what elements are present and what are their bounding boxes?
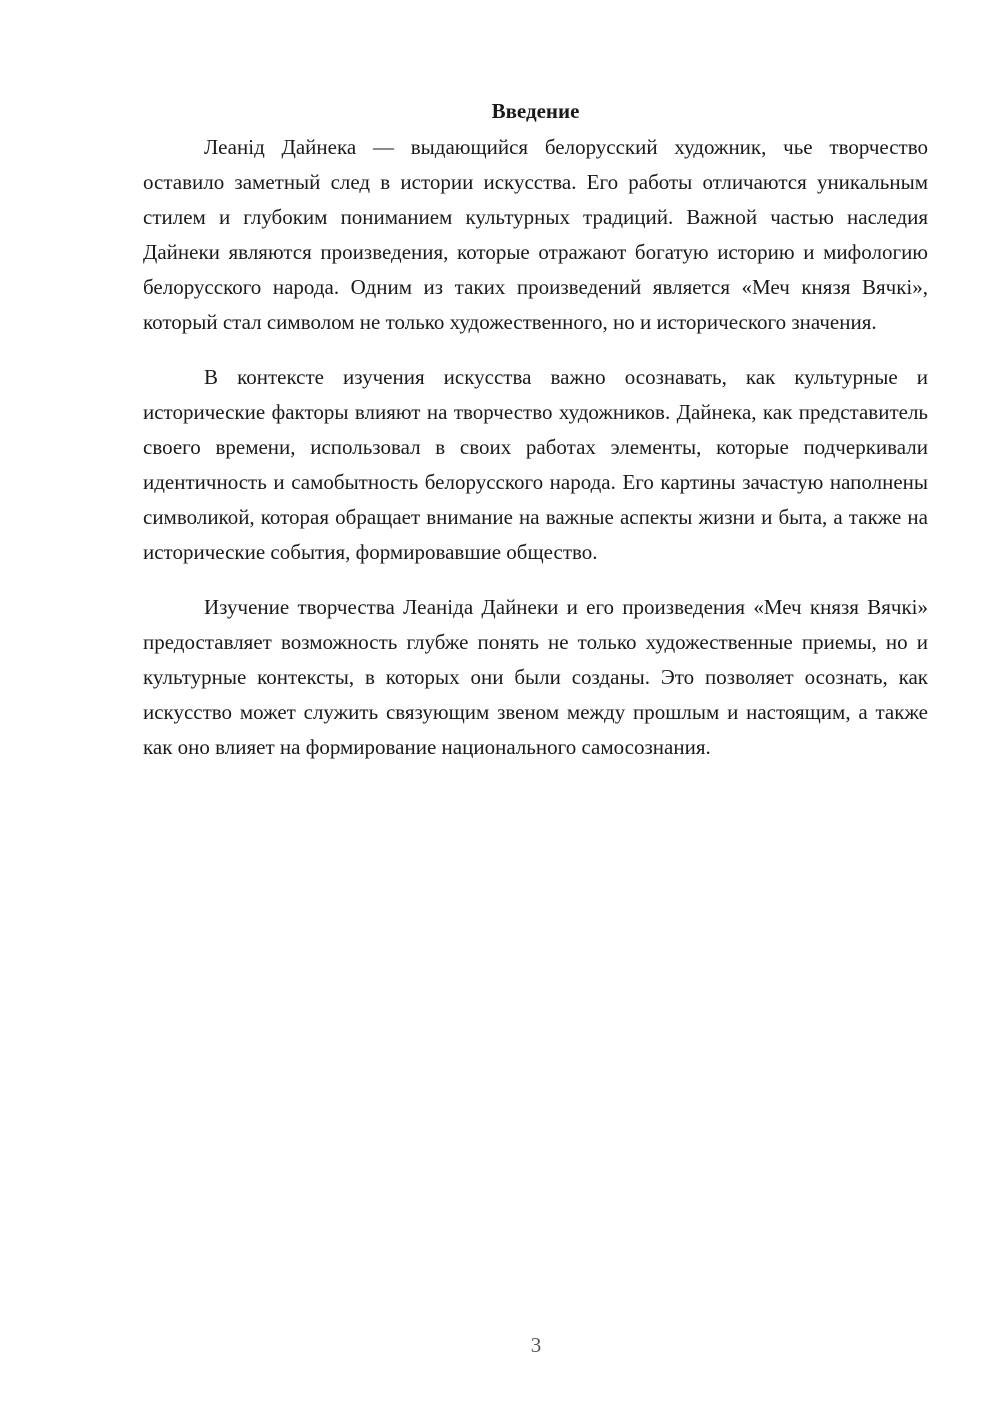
paragraph-1: Леанід Дайнека — выдающийся белорусский художник, чье творчество оставило заметный след в истории искусства. Его работы отличаются уникальным стилем и глубоким пониманием культурных традиций. Важной частью наследия Дайнеки являются произведения, которые отражают богатую историю и мифологию белорусского народа. Одним из таких произведений является «Меч князя Вячкі», который стал символом не только художественного, но и исторического значения. [143,135,928,334]
paragraph-2: В контексте изучения искусства важно осознавать, как культурные и исторические факторы влияют на творчество художников. Дайнека, как представитель своего времени, использовал в своих работах элементы, которые подчеркивали идентичность и самобытность белорусского народа. Его картины зачастую наполнены символикой, которая обращает внимание на важные аспекты жизни и быта, а также на исторические события, формировавшие общество. [143,365,928,564]
page-content [143,96,928,785]
paragraph-3: Изучение творчества Леаніда Дайнеки и его произведения «Меч князя Вячкі» предоставляет возможность глубже понять не только художественные приемы, но и культурные контексты, в которых они были созданы. Это позволяет осознать, как искусство может служить связующим звеном между прошлым и настоящим, а также как оно влияет на формирование национального самосознания. [143,595,928,759]
page-number: 3 [530,1333,542,1357]
section-heading: Введение [491,99,580,123]
